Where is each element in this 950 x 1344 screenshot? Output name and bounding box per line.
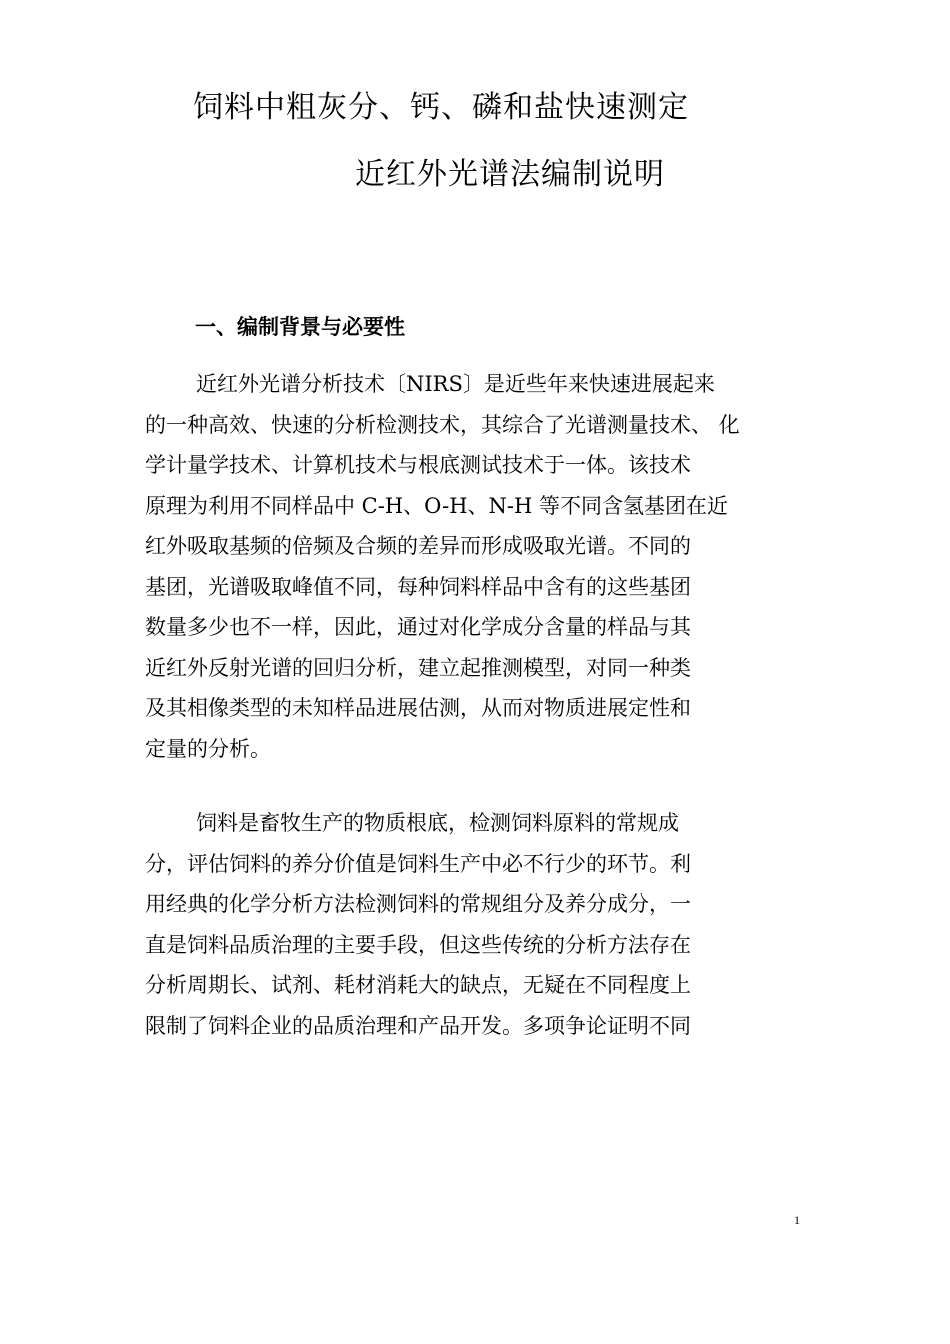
paragraph-1-line: 的一种高效、快速的分析检测技术，其综合了光谱测量技术、 化 [145,412,740,437]
paragraph-2-line: 用经典的化学分析方法检测饲料的常规组分及养分成分，一 [145,892,691,916]
paragraph-1-line: 原理为利用不同样品中 C-H、O-H、N-H 等不同含氢基团在近 [145,493,729,518]
paragraph-2 [145,803,805,1046]
paragraph-1-line: 近红外光谱分析技术〔NIRS〕是近些年来快速进展起来 [196,372,715,396]
paragraph-1 [145,364,825,769]
paragraph-1-line: 学计量学技术、计算机技术与根底测试技术于一体。该技术 [145,453,691,477]
paragraph-2-line: 分，评估饲料的养分价值是饲料生产中必不行少的环节。利 [145,851,691,876]
paragraph-2-line: 分析周期长、试剂、耗材消耗大的缺点，无疑在不同程度上 [145,973,691,997]
paragraph-1-line: 近红外反射光谱的回归分析，建立起推测模型，对同一种类 [145,655,691,680]
paragraph-2-line: 直是饲料品质治理的主要手段，但这些传统的分析方法存在 [145,932,691,957]
paragraph-1-line: 及其相像类型的未知样品进展估测，从而对物质进展定性和 [145,696,691,720]
paragraph-1-line: 基团，光谱吸取峰值不同，每种饲料样品中含有的这些基团 [145,574,691,599]
page-number: 1 [794,1213,800,1227]
section-heading: 一、编制背景与必要性 [195,314,405,339]
paragraph-1-line: 红外吸取基频的倍频及合频的差异而形成吸取光谱。不同的 [145,534,691,558]
document-title-line-1: 饲料中粗灰分、钙、磷和盐快速测定 [193,90,689,125]
paragraph-2-line: 饲料是畜牧生产的物质根底，检测饲料原料的常规成 [196,811,679,835]
paragraph-1-line: 数量多少也不一样，因此，通过对化学成分含量的样品与其 [145,615,691,639]
document-title-line-2: 近红外光谱法编制说明 [355,157,665,192]
paragraph-1-line: 定量的分析。 [145,736,271,761]
paragraph-2-line: 限制了饲料企业的品质治理和产品开发。多项争论证明不同 [145,1013,691,1038]
